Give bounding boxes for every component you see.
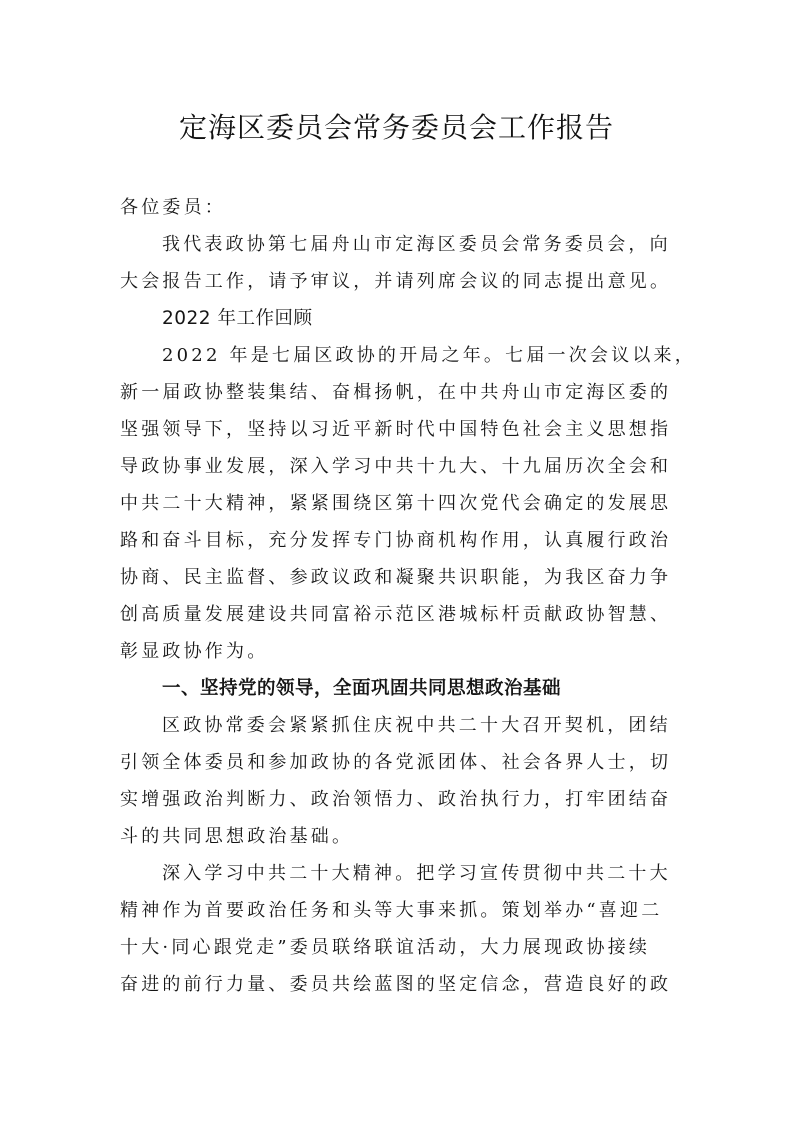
section-heading-1: 一、坚持党的领导，全面巩固共同思想政治基础 bbox=[162, 678, 562, 699]
text-line: 精神作为首要政治任务和头等大事来抓。策划举办“喜迎二 bbox=[120, 900, 663, 921]
text-line: 引领全体委员和参加政协的各党派团体、社会各界人士，切 bbox=[120, 752, 672, 773]
text-line: 新一届政协整装集结、奋楫扬帆，在中共舟山市定海区委的 bbox=[120, 382, 672, 403]
document-body bbox=[120, 189, 696, 1003]
text-line: 创高质量发展建设共同富裕示范区港城标杆贡献政协智慧、 bbox=[120, 604, 672, 625]
text-line: 大会报告工作，请予审议，并请列席会议的同志提出意见。 bbox=[120, 271, 672, 292]
text-line: 协商、民主监督、参政议政和凝聚共识职能，为我区奋力争 bbox=[120, 567, 672, 588]
text-line: 导政协事业发展，深入学习中共十九大、十九届历次全会和 bbox=[120, 456, 672, 477]
subheading-2022-review: 2022 年工作回顾 bbox=[162, 308, 313, 329]
text-line: 实增强政治判断力、政治领悟力、政治执行力，打牢团结奋 bbox=[120, 789, 672, 810]
salutation: 各位委员： bbox=[120, 197, 226, 218]
text-line: 我代表政协第七届舟山市定海区委员会常务委员会，向 bbox=[162, 234, 671, 255]
paragraph-intro bbox=[120, 226, 676, 300]
text-line: 奋进的前行力量、委员共绘蓝图的坚定信念，营造良好的政 bbox=[120, 974, 672, 995]
text-line: 2022 年是七届区政协的开局之年。七届一次会议以来， bbox=[162, 345, 696, 366]
text-line: 路和奋斗目标，充分发挥专门协商机构作用，认真履行政治 bbox=[120, 530, 672, 551]
text-line: 彰显政协作为。 bbox=[120, 641, 269, 662]
text-line: 区政协常委会紧紧抓住庆祝中共二十大召开契机，团结 bbox=[162, 715, 671, 736]
text-line: 中共二十大精神，紧紧围绕区第十四次党代会确定的发展思 bbox=[120, 493, 672, 514]
text-line: 斗的共同思想政治基础。 bbox=[120, 826, 354, 847]
text-line: 深入学习中共二十大精神。把学习宣传贯彻中共二十大 bbox=[162, 863, 671, 884]
text-line: 坚强领导下，坚持以习近平新时代中国特色社会主义思想指 bbox=[120, 419, 672, 440]
document-title: 定海区委员会常务委员会工作报告 bbox=[178, 111, 614, 144]
text-line: 十大·同心跟党走”委员联络联谊活动，大力展现政协接续 bbox=[120, 937, 651, 958]
paragraph-study-20th-congress bbox=[120, 855, 676, 1003]
paragraph-overview bbox=[120, 337, 696, 670]
paragraph-section1-intro bbox=[120, 707, 676, 855]
